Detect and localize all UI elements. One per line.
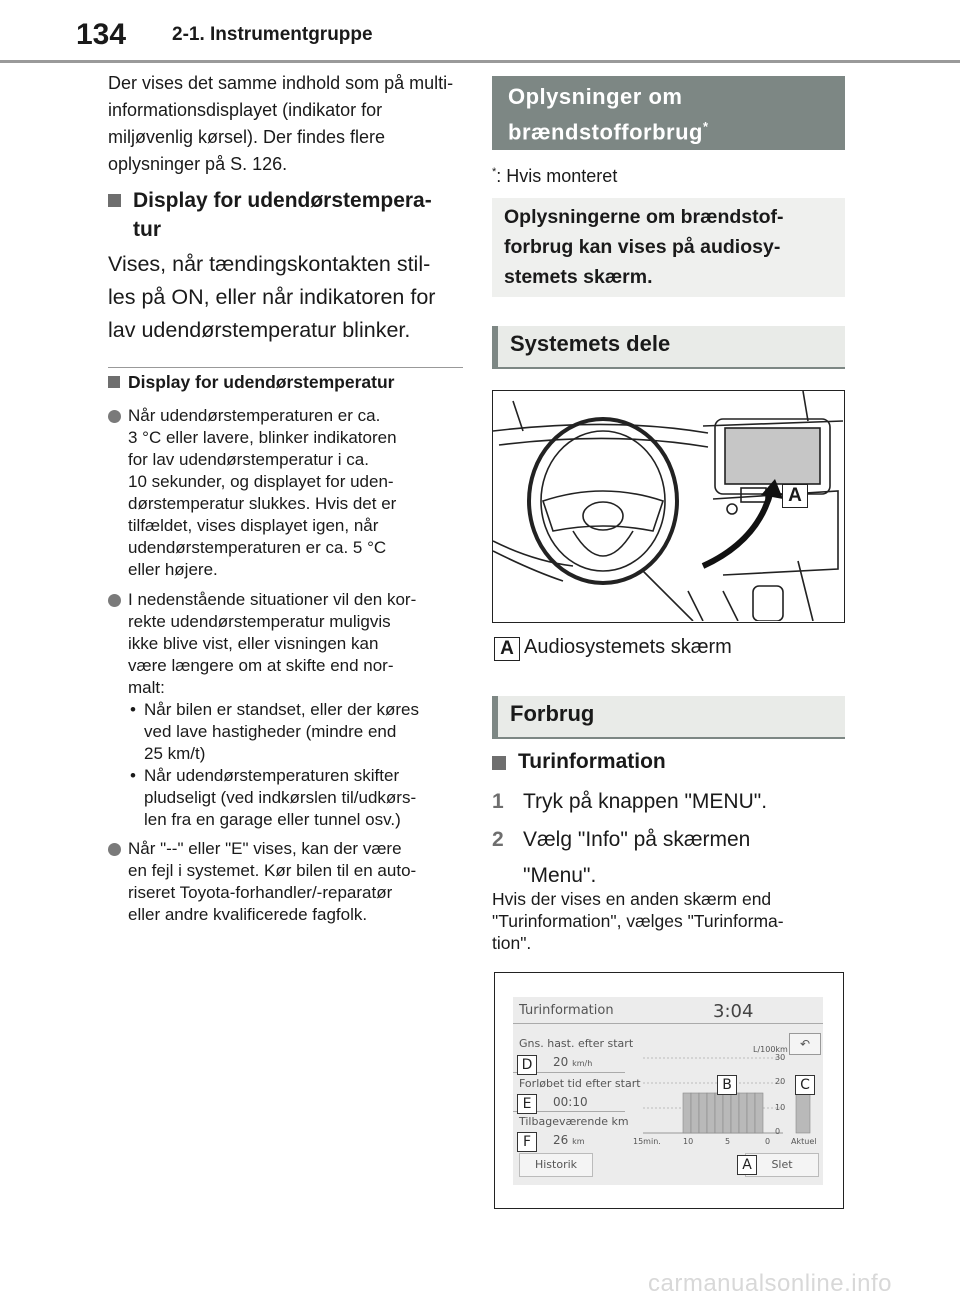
sub-bullet [128,765,463,831]
bullet-item [108,405,463,581]
section-title-line: Oplysninger om [508,84,683,109]
step-item [492,784,845,820]
section-fuel-info-header [492,76,845,150]
elapsed-time-label: Forløbet tid efter start [519,1077,641,1090]
footnote-mark: * [492,166,497,178]
trip-info-figure [494,972,844,1209]
body-line-1: Vises, når tændingskontakten stil- [108,252,431,276]
fuel-intro-box [492,198,845,297]
sub-bullet-line: • Når udendørstemperaturen skifter [144,766,400,785]
elapsed-time-value: 00:10 [553,1095,588,1109]
consumption-graph [633,1053,823,1147]
screen-clock: 3:04 [713,1001,754,1022]
sub-bullet-line: ved lave hastigheder (mindre end [144,722,397,741]
section-consumption-header [492,696,845,739]
square-bullet-icon [108,376,120,388]
intro-line: forbrug kan vises på audiosy- [504,236,781,258]
footnote-text: : Hvis monteret [496,166,618,186]
intro-line: stemets skærm. [504,266,653,288]
note-line: Hvis der vises en anden skærm end [492,889,772,909]
callout-c: C [795,1075,815,1095]
section-divider [108,367,463,368]
header-rule [0,60,960,63]
note-line: tion". [492,933,532,953]
trip-info-screen [513,997,823,1185]
page-number: 134 [76,18,127,51]
range-label: Tilbageværende km [519,1115,629,1128]
subheading-text: Turinformation [518,750,666,773]
outside-temp-heading [108,186,463,244]
sub-bullet-line: pludseligt (ved indkørslen til/udkørs- [144,788,417,807]
bullet-line: riseret Toyota-forhandler/-reparatør [128,883,393,902]
footnote [492,166,845,187]
note-heading-text: Display for udendørstemperatur [128,372,395,392]
bullet-line: eller højere. [128,560,218,579]
callout-b: B [717,1075,737,1095]
sub-bullet-line: len fra en garage eller tunnel osv.) [144,810,401,829]
legend-key-a: A [494,637,520,661]
dashboard-figure [492,390,845,623]
x-tick: 0 [765,1137,771,1146]
bullet-line: I nedenstående situationer vil den kor- [128,590,417,609]
body-line-2: les på ON, eller når indikatoren for [108,285,436,309]
range-value: 26 km [553,1133,585,1147]
section-title: Systemets dele [510,331,671,356]
intro-text: Der vises det samme indhold som på multi-informationsdisplayet (indikator for miljøvenlig kørsel). Der findes flere oplysninger på S. 126. [108,73,454,174]
back-button[interactable] [789,1033,821,1055]
bullet-line: 3 °C eller lavere, blinker indikatoren [128,428,397,447]
heading-line-2: tur [133,218,161,241]
step-item [492,822,845,894]
callout-d: D [517,1055,537,1075]
bullet-line: dørstemperatur slukkes. Hvis det er [128,494,397,513]
bullet-line: rekte udendørstemperatur muligvis [128,612,391,631]
bullet-line: ikke blive vist, eller visningen kan [128,634,379,653]
step-line: Vælg "Info" på skærmen [523,828,751,851]
bullet-line: udendørstemperaturen er ca. 5 °C [128,538,387,557]
footnote-mark: * [702,119,709,134]
y-tick: 10 [775,1103,786,1112]
step-line: Tryk på knappen "MENU". [523,790,768,813]
sub-bullet-line: 25 km/t) [144,744,206,763]
chapter-title: 2-1. Instrumentgruppe [172,24,373,45]
step-line: "Menu". [523,864,597,887]
bullet-line: Når udendørstemperaturen er ca. [128,406,381,425]
bullet-line: malt: [128,678,165,697]
section-title: Forbrug [510,701,595,726]
legend-text: Audiosystemets skærm [524,636,732,658]
bullet-line: 10 sekunder, og displayet for uden- [128,472,394,491]
outside-temp-body [108,248,468,347]
x-tick: 15min. [633,1137,661,1146]
step-number: 1 [492,790,504,813]
bullet-item [108,838,463,926]
unit-label: L/100km [753,1045,788,1054]
bullet-item [108,589,463,831]
sub-bullet-line: • Når bilen er standset, eller der køres [144,700,419,719]
bullet-line: en fejl i systemet. Kør bilen til en auto- [128,861,417,880]
bullet-line: for lav udendørstemperatur i ca. [128,450,369,469]
intro-paragraph [108,70,463,178]
circle-bullet-icon [108,843,121,856]
y-tick: 30 [775,1053,786,1062]
note-line: "Turinformation", vælges "Turinforma- [492,911,784,931]
x-tick: 5 [725,1137,731,1146]
screen-title: Turinformation [519,1003,614,1018]
delete-button[interactable]: Slet [745,1153,819,1177]
steps-list [492,784,845,894]
y-tick: 20 [775,1077,786,1086]
step-number: 2 [492,828,504,851]
heading-line-1: Display for udendørstempera- [133,189,432,212]
bullet-line: tilfældet, vises displayet igen, når [128,516,379,535]
circle-bullet-icon [108,594,121,607]
watermark: carmanualsonline.info [648,1270,892,1297]
bullet-line: eller andre kvalificerede fagfolk. [128,905,368,924]
circle-bullet-icon [108,410,121,423]
history-button[interactable]: Historik [519,1153,593,1177]
x-tick: 10 [683,1137,694,1146]
y-tick: 0 [775,1127,781,1136]
callout-e: E [517,1094,537,1114]
callout-a: A [782,484,808,508]
note-heading [108,372,463,393]
x-tick: Aktuel [791,1137,817,1146]
bullet-line: være længere om at skifte end nor- [128,656,394,675]
avg-speed-label: Gns. hast. efter start [519,1037,634,1050]
section-title-line: brændstofforbrug [508,119,703,145]
trip-info-heading [492,750,845,774]
square-bullet-icon [108,194,121,207]
callout-a: A [737,1155,757,1175]
step-note [492,888,845,954]
avg-speed-value: 20 km/h [553,1055,593,1069]
back-arrow-icon: ↶ [799,1037,811,1051]
bullet-line: Når "--" eller "E" vises, kan der være [128,839,402,858]
callout-f: F [517,1132,537,1152]
intro-line: Oplysningerne om brændstof- [504,206,784,228]
sub-bullet [128,699,463,765]
section-system-parts-header [492,326,845,369]
square-bullet-icon [492,756,506,770]
body-line-3: lav udendørstemperatur blinker. [108,318,411,342]
